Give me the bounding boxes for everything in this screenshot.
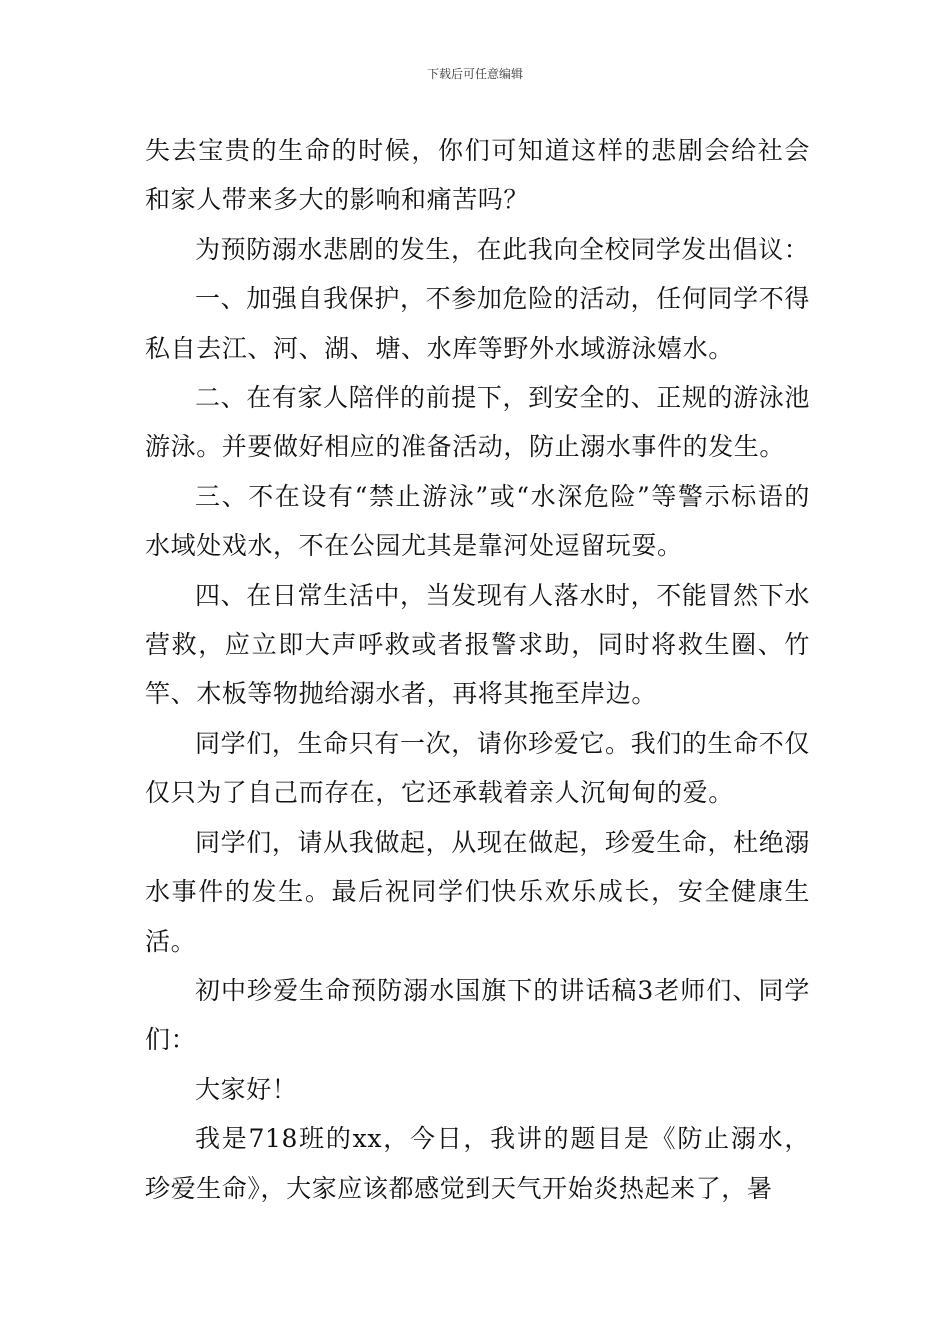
paragraph-9: 初中珍爱生命预防溺水国旗下的讲话稿3老师们、同学们： <box>145 975 810 1055</box>
paragraph-1: 失去宝贵的生命的时候，你们可知道这样的悲剧会给社会和家人带来多大的影响和痛苦吗？ <box>145 136 810 215</box>
paragraph-6: 四、在日常生活中，当发现有人落水时，不能冒然下水营救，应立即大声呼救或者报警求助，同时将救生圈、竹竿、木板等物抛给溺水者，再将其拖至岸边。 <box>145 580 810 709</box>
paragraph-7: 同学们，生命只有一次，请你珍爱它。我们的生命不仅仅只为了自己而存在，它还承载着亲人沉甸甸的爱。 <box>145 728 810 808</box>
paragraph-3: 一、加强自我保护，不参加危险的活动，任何同学不得私自去江、河、湖、塘、水库等野外水域游泳嬉水。 <box>145 284 810 363</box>
paragraph-4: 二、在有家人陪伴的前提下，到安全的、正规的游泳池游泳。并要做好相应的准备活动，防止溺水事件的发生。 <box>145 383 810 462</box>
paragraph-2: 为预防溺水悲剧的发生，在此我向全校同学发出倡议： <box>195 234 810 264</box>
paragraph-10: 大家好！ <box>195 1074 298 1104</box>
paragraph-5: 三、不在设有“禁止游泳”或“水深危险”等警示标语的水域处戏水，不在公园尤其是靠河处逗留玩耍。 <box>145 481 810 561</box>
document-body <box>145 126 810 1213</box>
paragraph-11: 我是718班的xx，今日，我讲的题目是《防止溺水，珍爱生命》，大家应该都感觉到天气开始炎热起来了，暑 <box>145 1124 810 1203</box>
paragraph-8: 同学们，请从我做起，从现在做起，珍爱生命，杜绝溺水事件的发生。最后祝同学们快乐欢乐成长，安全健康生活。 <box>145 827 810 956</box>
header-note: 下载后可任意编辑 <box>426 67 523 81</box>
